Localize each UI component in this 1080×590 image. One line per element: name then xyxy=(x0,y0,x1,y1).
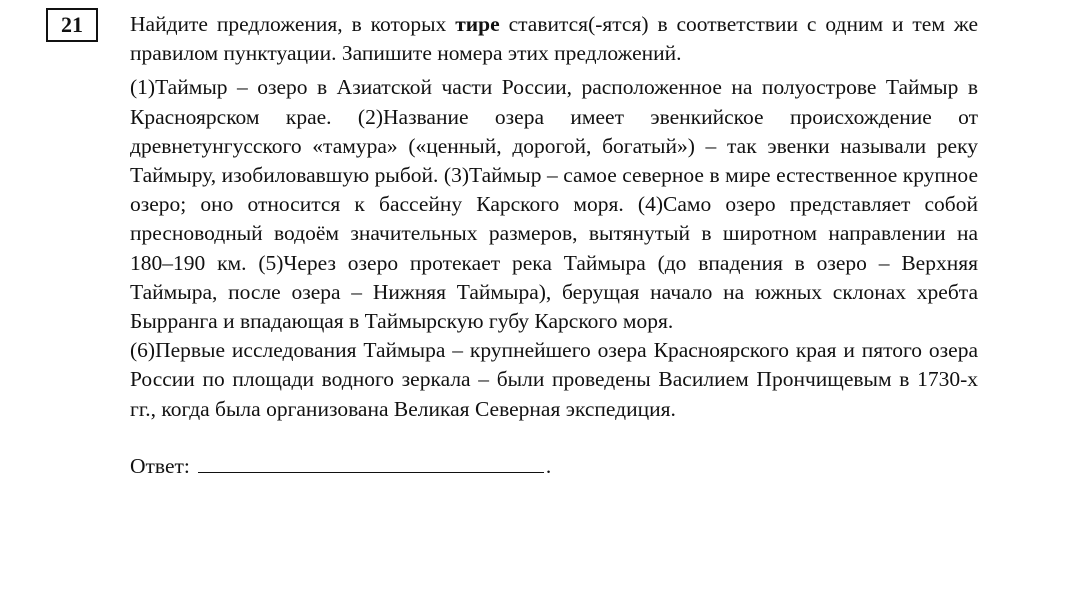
instruction-text-start: Найдите предложения, в которых xyxy=(130,12,456,36)
answer-row xyxy=(130,452,978,481)
instruction-text-end: ставится(-ятся) в соответствии с одним и тем же правилом пунктуации. Запишите номера этих предложений. xyxy=(130,12,978,66)
answer-input-line[interactable] xyxy=(198,452,544,473)
text-paragraph-2: (6)Первые исследования Таймыра – крупнейшего озера Красноярского края и пятого озера России по площади водного зеркала – были проведены Василием Прончищевым в 1730-х гг., когда была организована Великая Северная экспедиция. xyxy=(130,338,978,421)
task-instruction xyxy=(130,10,978,68)
text-paragraph-1: (1)Таймыр – озеро в Азиатской части России, расположенное на полуострове Таймыр в Красноярском крае. (2)Название озера имеет эвенкийское происхождение от древнетунгусского «тамура» («ценный, дорогой, богатый») – так эвенки называли реку Таймыру, изобиловавшую рыбой. (3)Таймыр – самое северное в мире естественное крупное озеро; оно относится к бассейну Карского моря. (4)Само озеро представляет собой пресноводный водоём значительных размеров, вытянутый в широтном направлении на 180–190 км. (5)Через озеро протекает река Таймыра (до впадения в озеро – Верхняя Таймыра, после озера – Нижняя Таймыра), берущая начало на южных склонах хребта Бырранга и впадающая в Таймырскую губу Карского моря. xyxy=(130,75,978,334)
answer-terminator: . xyxy=(545,453,552,478)
task-content xyxy=(130,10,978,481)
answer-label: Ответ: xyxy=(130,453,190,478)
instruction-bold-term: тире xyxy=(455,12,500,36)
task-number: 21 xyxy=(61,12,83,37)
task-number-box xyxy=(46,8,98,42)
